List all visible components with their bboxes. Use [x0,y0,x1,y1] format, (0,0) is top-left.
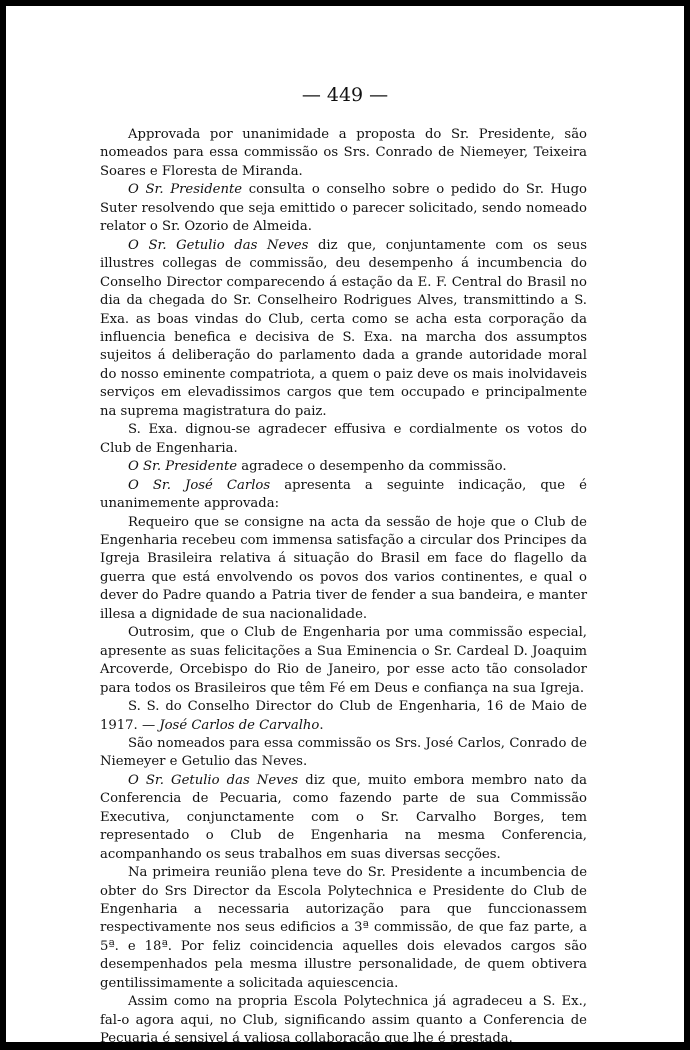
page [6,6,684,1047]
speaker-name: José Carlos de Carvalho [159,717,320,733]
paragraph-text: consulta o conselho sobre o pedido do Sr. Hugo Suter resolvendo que seja emittido o parecer solicitado, sendo nomeado relator o Sr. Ozorio de Almeida. [100,182,587,235]
speaker-name: O Sr. José Carlos [128,477,271,493]
paragraph-text: . [319,717,324,733]
paragraph-text: Na primeira reunião plena teve do Sr. Presidente a incumbencia de obter do Srs Director da Escola Polytechnica e Presidente do Club de Engenharia a necessaria autorização para que funccionassem respectivamente nos seus edificios a 3ª commissão, de que faz parte, a 5ª. e 18ª. Por feliz coincidencia aquelles dois elevados cargos são desempenhados pela mesma illustre personalidade, de quem obtivera gentilissimamente a solicitada aquiescencia. [100,865,587,991]
paragraph [100,864,587,993]
paragraph [100,181,587,236]
paragraph-text: Assim como na propria Escola Polytechnica já agradeceu a S. Ex., fal-o agora aqui, no Club, significando assim quanto a Conferencia de Pecuaria é sensivel á valiosa collaboração que lhe é prestada. [100,994,587,1047]
speaker-name: O Sr. Presidente [128,459,238,475]
paragraph [100,477,587,514]
paragraph-text: São nomeados para essa commissão os Srs. José Carlos, Conrado de Niemeyer e Getulio das Neves. [100,735,587,770]
page-number: — 449 — [301,84,389,106]
paragraph [100,624,587,698]
paragraph [100,772,587,864]
paragraph-text: apresenta a seguinte indicação, que é unanimemente approvada: [100,477,587,512]
paragraph [100,993,587,1048]
body-text [100,126,587,1049]
paragraph-text: S. S. do Conselho Director do Club de Engenharia, 16 de Maio de 1917. — [100,699,587,733]
paragraph [100,421,587,458]
paragraph [100,514,587,625]
paragraph-text: S. Exa. dignou-se agradecer effusiva e cordialmente os votos do Club de Engenharia. [100,422,587,456]
speaker-name: O Sr. Getulio das Neves [128,772,299,788]
paragraph [100,458,587,476]
paragraph-text: agradece o desempenho da commissão. [237,459,507,475]
paragraph [100,126,587,181]
paragraph-text: diz que, muito embora membro nato da Conferencia de Pecuaria, como fazendo parte de sua Commissão Executiva, conjunctamente com o Sr. Carvalho Borges, tem representado o Club de Engenharia na mesma Conferencia, acompanhando os seus trabalhos em suas diversas secções. [100,772,587,862]
speaker-name: O Sr. Presidente [128,182,243,198]
paragraph [100,698,587,735]
paragraph-text: Requeiro que se consigne na acta da sessão de hoje que o Club de Engenharia recebeu com immensa satisfação a circular dos Principes da Igreja Brasileira relativa á situação do Brasil em face do flagello da guerra que está envolvendo os povos dos varios continentes, e qual o dever do Padre quando a Patria tiver de fender a sua bandeira, e manter illesa a dignidade de sua nacionalidade. [100,514,587,622]
paragraph [100,237,587,422]
paragraph-text: Outrosim, que o Club de Engenharia por uma commissão especial, apresente as suas felicitações a Sua Eminencia o Sr. Cardeal D. Joaquim Arcoverde, Orcebispo do Rio de Janeiro, por esse acto tão consolador para todos os Brasileiros que têm Fé em Deus e confiança na sua Igreja. [100,625,587,696]
paragraph [100,735,587,772]
paragraph-text: Approvada por unanimidade a proposta do Sr. Presidente, são nomeados para essa commissão os Srs. Conrado de Niemeyer, Teixeira Soares e Floresta de Miranda. [100,127,587,179]
speaker-name: O Sr. Getulio das Neves [128,237,309,253]
paragraph-text: diz que, conjuntamente com os seus illustres collegas de commissão, deu desempenho á incumbencia do Conselho Director comparecendo á estação da E. F. Central do Brasil no dia da chegada do Sr. Conselheiro Rodrigues Alves, transmittindo a S. Exa. as boas vindas do Club, certa como se acha esta corporação da influencia benefica e decisiva de S. Exa. na marcha dos assumptos sujeitos á deliberação do parlamento dada a grande autoridade moral do nosso eminente compatriota, a quem o paiz deve os mais inolvidaveis serviços em elevadissimos cargos que tem occupado e principalmente na suprema magistratura do paiz. [100,237,587,419]
